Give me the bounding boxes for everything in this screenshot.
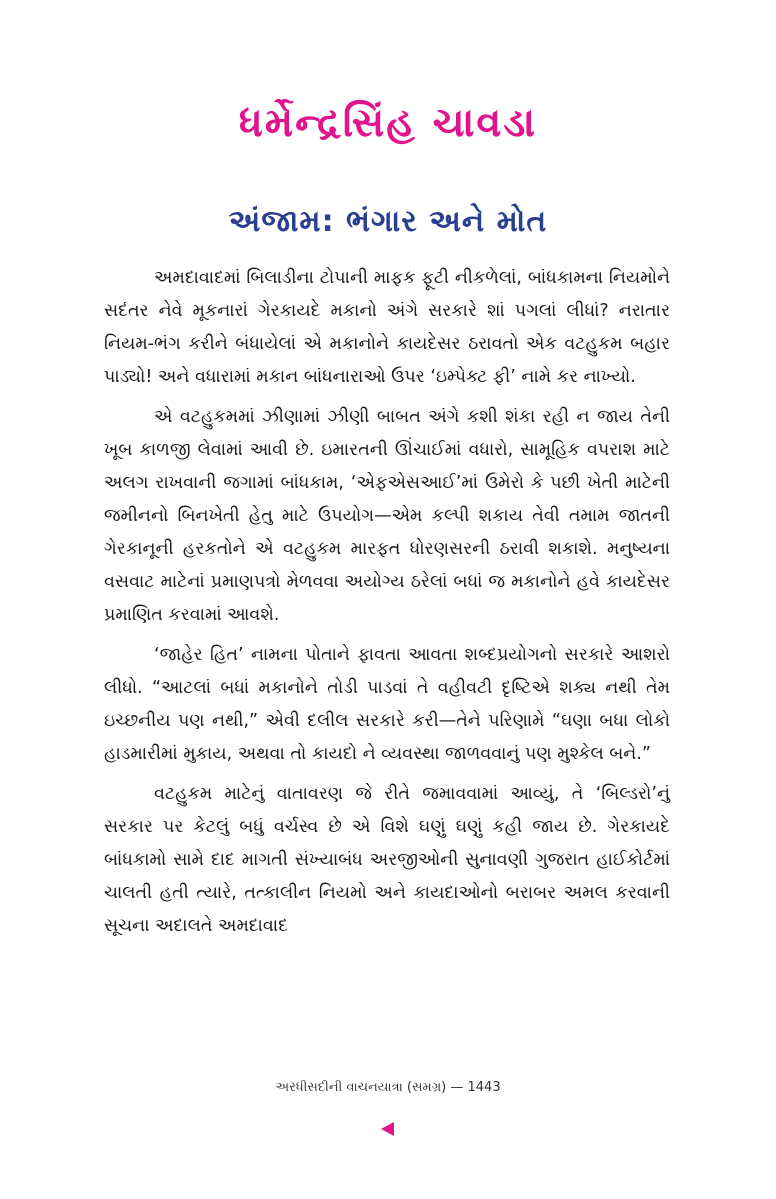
paragraph-1: અમદાવાદમાં બિલાડીના ટોપાની માફક ફૂટી નીકળેલાં, બાંધકામના નિયમોને સદંતર નેવે મૂકનારાં ગેરકાયદે મકાનો અંગે સરકારે શાં પગલાં લીધાં? નરાતાર નિયમ-ભંગ કરીને બંધાયેલાં એ મકાનોને કાયદેસર ઠરાવતો એક વટહુકમ બહાર પાડ્યો! અને વધારામાં મકાન બાંધનારાઓ ઉપર ‘ઇમ્પેક્ટ ફી’ નામે કર નાખ્યો.: [104, 268, 670, 387]
article-title: અંજામ: ભંગાર અને મોત: [228, 204, 548, 239]
previous-page-arrow-icon[interactable]: [381, 1122, 394, 1136]
paragraph-3: ‘જાહેર હિત’ નામના પોતાને ફાવતા આવતા શબ્દપ્રયોગનો સરકારે આશરો લીધો. “આટલાં બધાં મકાનોને તોડી પાડવાં તે વહીવટી દૃષ્ટિએ શક્ય નથી તેમ ઇચ્છનીય પણ નથી,” એવી દલીલ સરકારે કરી—તેને પરિણામે “ઘણા બધા લોકો હાડમારીમાં મુકાય, અથવા તો કાયદો ને વ્યવસ્થા જાળવવાનું પણ મુશ્કેલ બને.”: [104, 645, 670, 764]
page-footer: અરધીસદીની વાચનયાત્રા (સમગ્ર) — 1443: [275, 1080, 501, 1095]
author-name: ધર્મેન્દ્રસિંહ ચાવડા: [238, 100, 538, 146]
paragraph-2: એ વટહુકમમાં ઝીણામાં ઝીણી બાબત અંગે કશી શંકા રહી ન જાય તેની ખૂબ કાળજી લેવામાં આવી છે. ઇમારતની ઊંચાઈમાં વધારો, સામૂહિક વપરાશ માટે અલગ રાખવાની જગામાં બાંધકામ, ‘એફએસઆઈ’માં ઉમેરો કે પછી ખેતી માટેની જમીનનો બિનખેતી હેતુ માટે ઉપયોગ—એમ કલ્પી શકાય તેવી તમામ જાતની ગેરકાનૂની હરકતોને એ વટહુકમ મારફત ધોરણસરની ઠરાવી શકાશે. મનુષ્યના વસવાટ માટેનાં પ્રમાણપત્રો મેળવવા અયોગ્ય ઠરેલાં બધાં જ મકાનોને હવે કાયદેસર પ્રમાણિત કરવામાં આવશે.: [104, 407, 670, 625]
paragraph-4: વટહુકમ માટેનું વાતાવરણ જે રીતે જમાવવામાં આવ્યું, તે ‘બિલ્ડરો’નું સરકાર પર કેટલું બધું વર્ચસ્વ છે એ વિશે ઘણું ઘણું કહી જાય છે. ગેરકાયદે બાંધકામો સામે દાદ માગતી સંખ્યાબંધ અરજીઓની સુનાવણી ગુજરાત હાઈકોર્ટમાં ચાલતી હતી ત્યારે, તત્કાલીન નિયમો અને કાયદાઓનો બરાબર અમલ કરવાની સૂચના અદાલતે અમદાવાદ: [104, 784, 670, 936]
article-body: [104, 262, 670, 950]
